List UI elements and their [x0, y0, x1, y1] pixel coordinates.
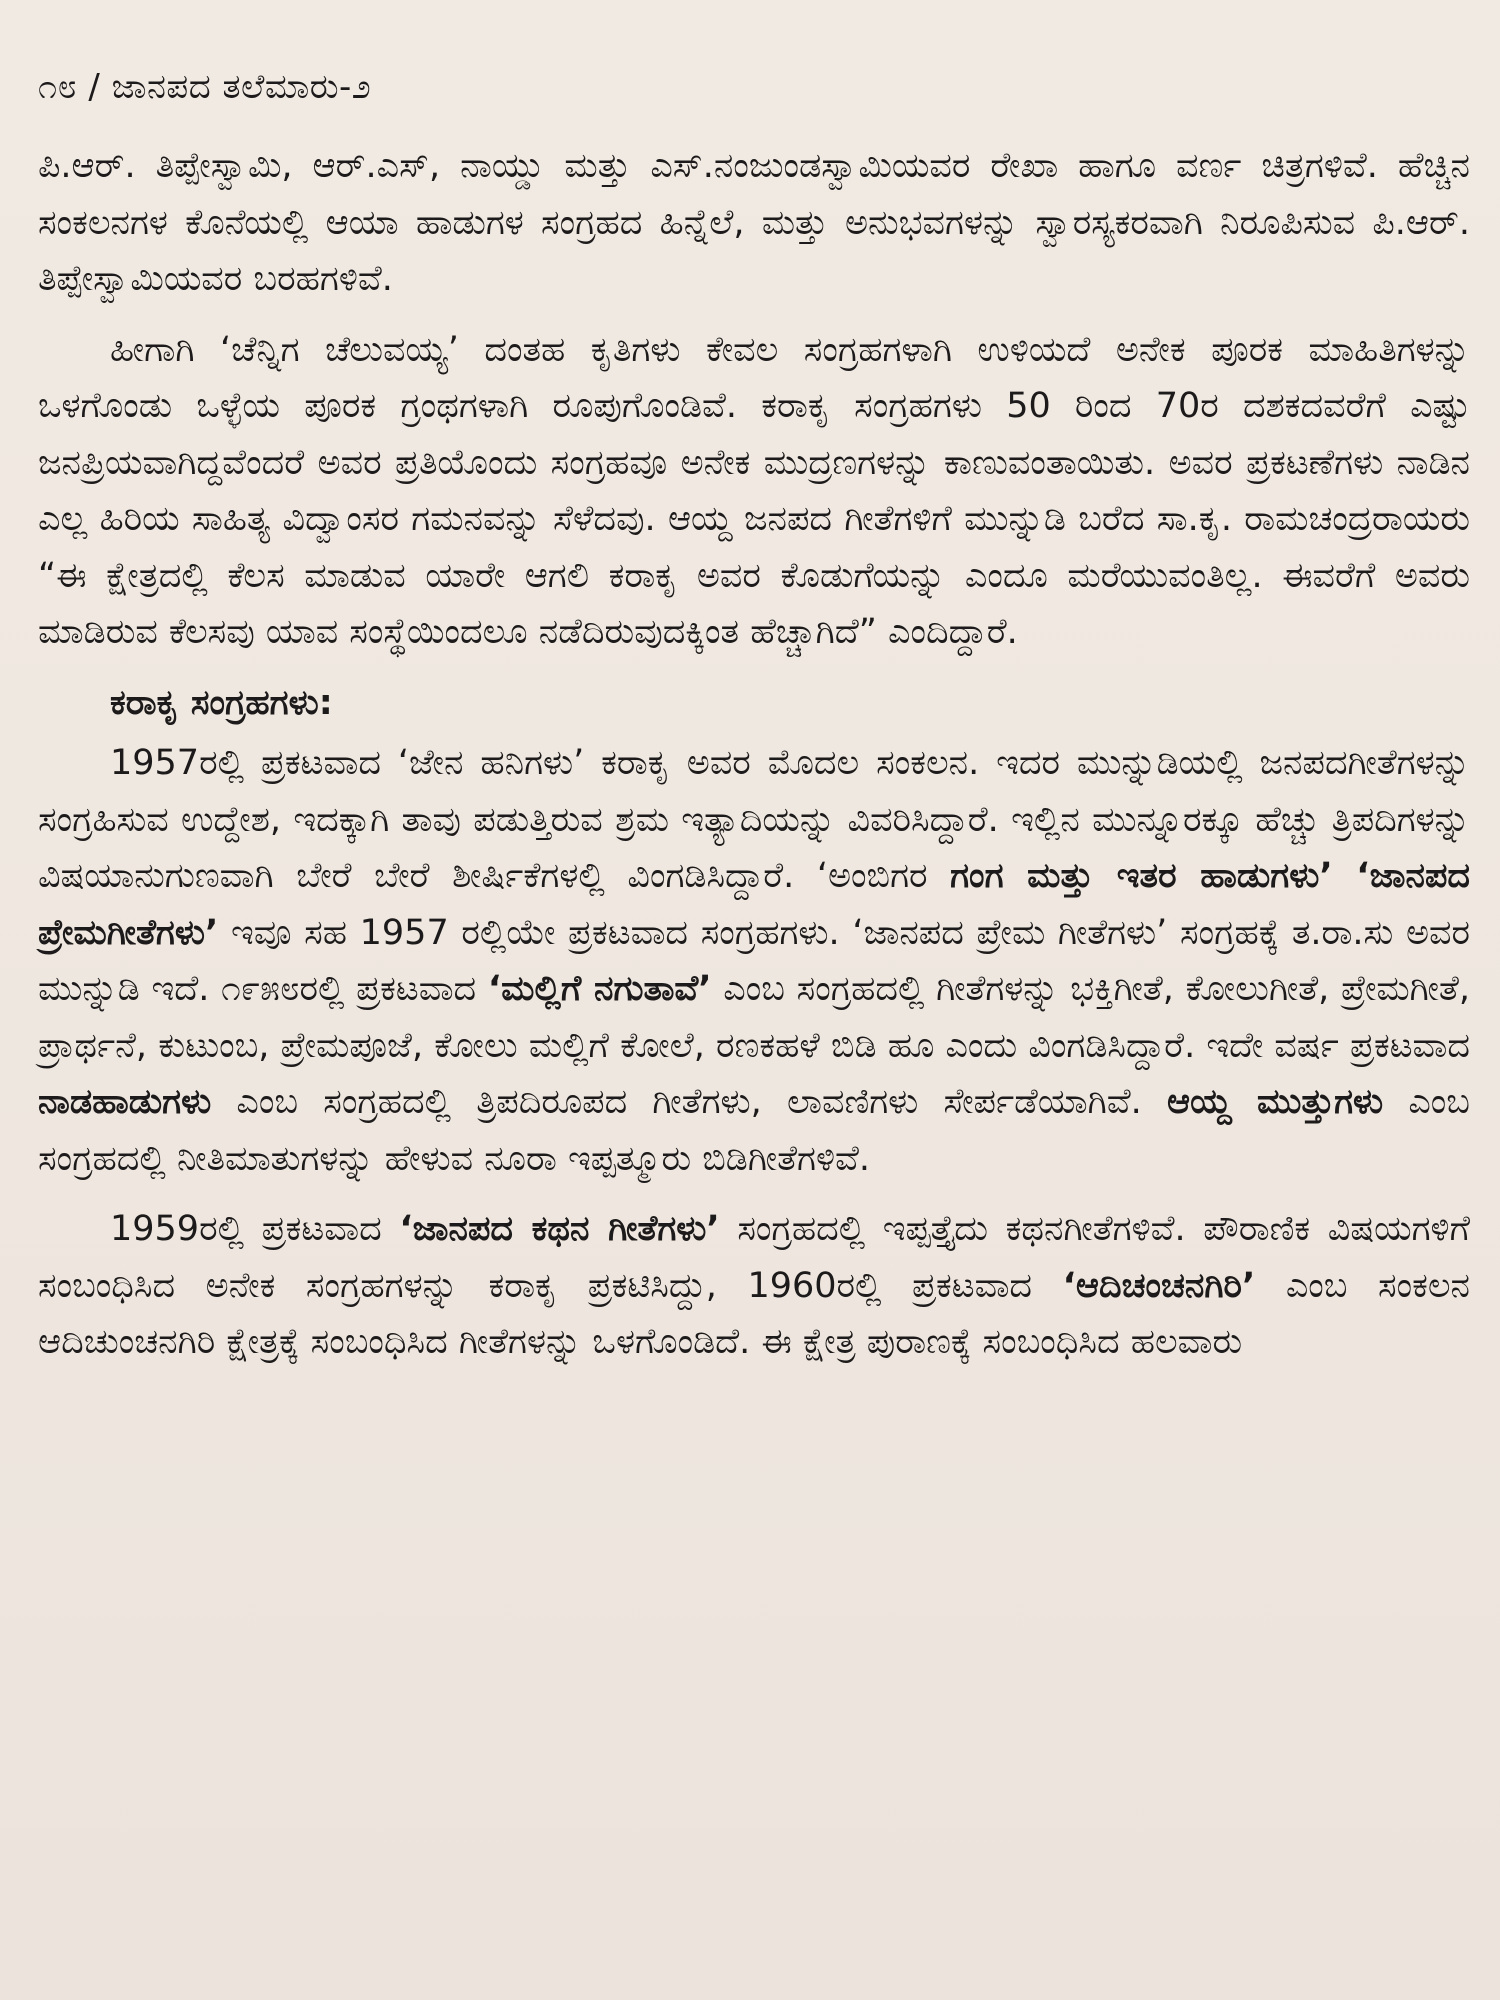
- section-heading: [38, 675, 1470, 732]
- paragraph-text: ಎಂಬ ಸಂಗ್ರಹದಲ್ಲಿ ನೀತಿಮಾತುಗಳನ್ನು ಹೇಳುವ ನೂರಾ ಇಪ್ಪತ್ಮೂರು ಬಿಡಿಗೀತೆಗಳಿವೆ.: [38, 1082, 1470, 1179]
- paragraph-text: ಎಂಬ ಸಂಗ್ರಹದಲ್ಲಿ ಗೀತೆಗಳನ್ನು ಭಕ್ತಿಗೀತೆ, ಕೋಲುಗೀತೆ, ಪ್ರೇಮಗೀತೆ, ಪ್ರಾರ್ಥನೆ, ಕುಟುಂಬ, ಪ್ರೇಮಪೂಜೆ, ಕೋಲು ಮಲ್ಲಿಗೆ ಕೋಲೆ, ರಣಕಹಳೆ ಬಿಡಿ ಹೂ ಎಂದು ವಿಂಗಡಿಸಿದ್ದಾರೆ. ಇದೇ ವರ್ಷ ಪ್ರಕಟವಾದ: [38, 969, 1470, 1066]
- body-text: [38, 138, 1470, 1371]
- paragraph: [38, 138, 1470, 308]
- paragraph: [38, 735, 1470, 1187]
- paragraph-text: ಪಿ.ಆರ್. ತಿಪ್ಪೇಸ್ವಾಮಿ, ಆರ್.ಎಸ್, ನಾಯ್ಡು ಮತ್ತು ಎಸ್.ನಂಜುಂಡಸ್ವಾಮಿಯವರ ರೇಖಾ ಹಾಗೂ ವರ್ಣ ಚಿತ್ರಗಳಿವೆ. ಹೆಚ್ಚಿನ ಸಂಕಲನಗಳ ಕೊನೆಯಲ್ಲಿ ಆಯಾ ಹಾಡುಗಳ ಸಂಗ್ರಹದ ಹಿನ್ನೆಲೆ, ಮತ್ತು ಅನುಭವಗಳನ್ನು ಸ್ವಾರಸ್ಯಕರವಾಗಿ ನಿರೂಪಿಸುವ ಪಿ.ಆರ್. ತಿಪ್ಪೇಸ್ವಾಮಿಯವರ ಬರಹಗಳಿವೆ.: [38, 146, 1470, 299]
- paragraph-text: ಎಂಬ ಸಂಗ್ರಹದಲ್ಲಿ ತ್ರಿಪದಿರೂಪದ ಗೀತೆಗಳು, ಲಾವಣಿಗಳು ಸೇರ್ಪಡೆಯಾಗಿವೆ.: [211, 1082, 1167, 1122]
- paragraph-text: ಹೀಗಾಗಿ ‘ಚೆನ್ನಿಗ ಚೆಲುವಯ್ಯ’ ದಂತಹ ಕೃತಿಗಳು ಕೇವಲ ಸಂಗ್ರಹಗಳಾಗಿ ಉಳಿಯದೆ ಅನೇಕ ಪೂರಕ ಮಾಹಿತಿಗಳನ್ನು ಒಳಗೊಂಡು ಒಳ್ಳೆಯ ಪೂರಕ ಗ್ರಂಥಗಳಾಗಿ ರೂಪುಗೊಂಡಿವೆ. ಕರಾಕೃ ಸಂಗ್ರಹಗಳು 50 ರಿಂದ 70ರ ದಶಕದವರೆಗೆ ಎಷ್ಟು ಜನಪ್ರಿಯವಾಗಿದ್ದವೆಂದರೆ ಅವರ ಪ್ರತಿಯೊಂದು ಸಂಗ್ರಹವೂ ಅನೇಕ ಮುದ್ರಣಗಳನ್ನು ಕಾಣುವಂತಾಯಿತು. ಅವರ ಪ್ರಕಟಣೆಗಳು ನಾಡಿನ ಎಲ್ಲ ಹಿರಿಯ ಸಾಹಿತ್ಯ ವಿದ್ವಾಂಸರ ಗಮನವನ್ನು ಸೆಳೆದವು. ಆಯ್ದ ಜನಪದ ಗೀತೆಗಳಿಗೆ ಮುನ್ನುಡಿ ಬರೆದ ಸಾ.ಕೃ. ರಾಮಚಂದ್ರರಾಯರು “ಈ ಕ್ಷೇತ್ರದಲ್ಲಿ ಕೆಲಸ ಮಾಡುವ ಯಾರೇ ಆಗಲಿ ಕರಾಕೃ ಅವರ ಕೊಡುಗೆಯನ್ನು ಎಂದೂ ಮರೆಯುವಂತಿಲ್ಲ. ಈವರೆಗೆ ಅವರು ಮಾಡಿರುವ ಕೆಲಸವು ಯಾವ ಸಂಸ್ಥೆಯಿಂದಲೂ ನಡೆದಿರುವುದಕ್ಕಿಂತ ಹೆಚ್ಚಾಗಿದೆ” ಎಂದಿದ್ದಾರೆ.: [38, 329, 1470, 652]
- bold-title-text: ಕರಾಕೃ ಸಂಗ್ರಹಗಳು:: [110, 682, 333, 723]
- paragraph-text: ಇವೂ ಸಹ 1957 ರಲ್ಲಿಯೇ ಪ್ರಕಟವಾದ ಸಂಗ್ರಹಗಳು. ‘ಜಾನಪದ ಪ್ರೇಮ ಗೀತೆಗಳು’ ಸಂಗ್ರಹಕ್ಕೆ ತ.ರಾ.ಸು ಅವರ ಮುನ್ನುಡಿ ಇದೆ. ೧೯೫೮ರಲ್ಲಿ ಪ್ರಕಟವಾದ: [38, 912, 1470, 1009]
- bold-title-text: ಆಯ್ದ ಮುತ್ತುಗಳು: [1166, 1082, 1384, 1122]
- paragraph: [38, 322, 1470, 661]
- paragraph-text: 1957ರಲ್ಲಿ ಪ್ರಕಟವಾದ ‘ಜೇನ ಹನಿಗಳು’ ಕರಾಕೃ ಅವರ ಮೊದಲ ಸಂಕಲನ. ಇದರ ಮುನ್ನುಡಿಯಲ್ಲಿ ಜನಪದಗೀತೆಗಳನ್ನು ಸಂಗ್ರಹಿಸುವ ಉದ್ದೇಶ, ಇದಕ್ಕಾಗಿ ತಾವು ಪಡುತ್ತಿರುವ ಶ್ರಮ ಇತ್ಯಾದಿಯನ್ನು ವಿವರಿಸಿದ್ದಾರೆ. ಇಲ್ಲಿನ ಮುನ್ನೂರಕ್ಕೂ ಹೆಚ್ಚು ತ್ರಿಪದಿಗಳನ್ನು ವಿಷಯಾನುಗುಣವಾಗಿ ಬೇರೆ ಬೇರೆ ಶೀರ್ಷಿಕೆಗಳಲ್ಲಿ ವಿಂಗಡಿಸಿದ್ದಾರೆ. ‘ಅಂಬಿಗರ: [38, 743, 1470, 896]
- paragraph: [38, 1201, 1470, 1371]
- paragraph-text: ಎಂಬ ಸಂಕಲನ ಆದಿಚುಂಚನಗಿರಿ ಕ್ಷೇತ್ರಕ್ಕೆ ಸಂಬಂಧಿಸಿದ ಗೀತೆಗಳನ್ನು ಒಳಗೊಂಡಿದೆ. ಈ ಕ್ಷೇತ್ರ ಪುರಾಣಕ್ಕೆ ಸಂಬಂಧಿಸಿದ ಹಲವಾರು: [38, 1265, 1470, 1362]
- bold-title-text: ‘ಜಾನಪದ ಕಥನ ಗೀತೆಗಳು’: [399, 1209, 720, 1249]
- bold-title-text: ನಾಡಹಾಡುಗಳು: [38, 1082, 212, 1122]
- paragraph-text: 1959ರಲ್ಲಿ ಪ್ರಕಟವಾದ: [110, 1209, 400, 1249]
- running-head: ೧೮ / ಜಾನಪದ ತಲೆಮಾರು-೨: [38, 67, 372, 107]
- paragraph-text: ಸಂಗ್ರಹದಲ್ಲಿ ಇಪ್ಪತ್ತೈದು ಕಥನಗೀತೆಗಳಿವೆ. ಪೌರಾಣಿಕ ವಿಷಯಗಳಿಗೆ ಸಂಬಂಧಿಸಿದ ಅನೇಕ ಸಂಗ್ರಹಗಳನ್ನು ಕರಾಕೃ ಪ್ರಕಟಿಸಿದ್ದು, 1960ರಲ್ಲಿ ಪ್ರಕಟವಾದ: [38, 1209, 1470, 1306]
- bold-title-text: ಗಂಗ ಮತ್ತು ಇತರ ಹಾಡುಗಳು’ ‘ಜಾನಪದ ಪ್ರೇಮಗೀತೆಗಳು’: [38, 856, 1470, 953]
- bold-title-text: ‘ಆದಿಚಂಚನಗಿರಿ’: [1062, 1265, 1256, 1306]
- bold-title-text: ‘ಮಲ್ಲಿಗೆ ನಗುತಾವೆ’: [487, 969, 712, 1009]
